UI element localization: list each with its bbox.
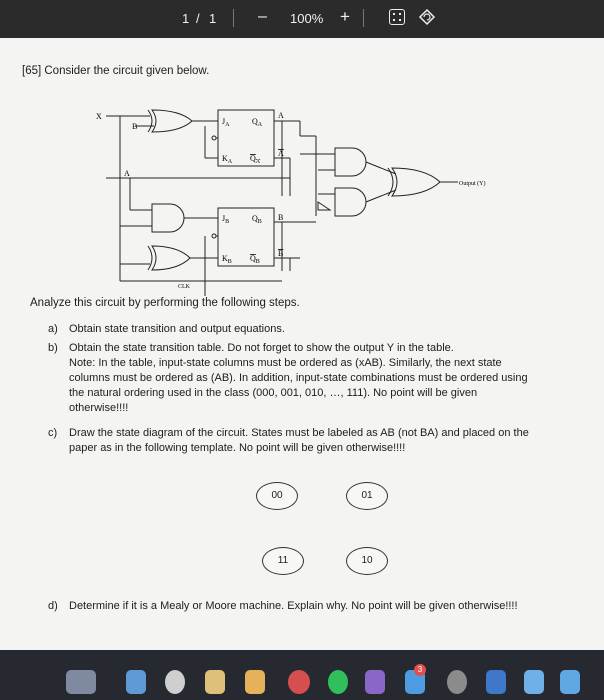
label-output-y: Output (Y): [459, 181, 486, 187]
page-total: 1: [209, 11, 217, 26]
spotify-app-icon[interactable]: [328, 670, 348, 694]
camera-app-icon[interactable]: [560, 670, 580, 694]
browser-app-icon[interactable]: [165, 670, 185, 694]
widgets-icon[interactable]: [66, 670, 96, 694]
label-a-output: A: [278, 111, 284, 120]
step-text: Draw the state diagram of the circuit. States must be labeled as AB (not BA) and placed on the: [69, 427, 529, 439]
label-clk: CLK: [178, 284, 190, 290]
step-text: Obtain the state transition table. Do not forget to show the output Y in the table.: [69, 342, 454, 354]
page-separator: /: [196, 11, 200, 26]
label-x: X: [96, 112, 102, 121]
circuit-diagram: [0, 96, 604, 296]
store-app-icon[interactable]: [486, 670, 506, 694]
step-text: Note: In the table, input-state columns must be ordered as (xAB). Similarly, the next state: [69, 357, 502, 369]
zoom-level: 100%: [290, 11, 324, 26]
toggle-app-icon[interactable]: [447, 670, 467, 694]
label-b-input: B: [132, 122, 138, 131]
editor-app-icon[interactable]: [365, 670, 385, 694]
label-b-bar-output: B: [278, 249, 284, 258]
label-qa-bar: $Q_A$: [250, 154, 261, 165]
step-text: Determine if it is a Mealy or Moore machine. Explain why. No point will be given otherwise!!!!: [69, 600, 518, 612]
taskbar: [0, 650, 604, 700]
label-jb: $J_B$: [222, 214, 230, 225]
step-label: d): [48, 600, 58, 612]
zoom-out-button[interactable]: –: [258, 8, 267, 25]
step-label: c): [48, 427, 58, 439]
folder-app-icon[interactable]: [245, 670, 265, 694]
label-kb: $K_B$: [222, 254, 232, 265]
state-01: 01: [346, 482, 388, 510]
state-11: 11: [262, 547, 304, 575]
pdf-page: [0, 38, 604, 650]
state-10: 10: [346, 547, 388, 575]
page-current[interactable]: 1: [182, 11, 190, 26]
label-qb-bar: $Q_B$: [250, 254, 260, 265]
toolbar-divider: [363, 9, 364, 27]
step-label: a): [48, 323, 58, 335]
fit-page-icon[interactable]: [389, 9, 405, 25]
label-qb: $Q_B$: [252, 214, 262, 225]
files-app-icon[interactable]: [126, 670, 146, 694]
toolbar-divider: [233, 9, 234, 27]
problem-title: [65] Consider the circuit given below.: [22, 65, 210, 77]
step-text: Obtain state transition and output equations.: [69, 323, 285, 335]
pdf-toolbar: [0, 0, 604, 38]
calendar-app-icon[interactable]: [205, 670, 225, 694]
step-text: otherwise!!!!: [69, 402, 129, 414]
label-ka: $K_A$: [222, 154, 233, 165]
label-qa: $Q_A$: [252, 117, 263, 128]
label-b-output: B: [278, 213, 284, 222]
notification-badge: 3: [414, 664, 426, 676]
docs-app-icon[interactable]: [524, 670, 544, 694]
chrome-app-icon[interactable]: [288, 670, 310, 694]
step-text: the natural ordering used in the class (000, 001, 010, …, 111). No point will be given: [69, 387, 478, 399]
label-a-input: A: [124, 169, 130, 178]
state-00: 00: [256, 482, 298, 510]
step-label: b): [48, 342, 58, 354]
step-text: columns must be ordered as (AB). In addition, input-state combinations must be ordered using: [69, 372, 528, 384]
zoom-in-button[interactable]: +: [340, 7, 350, 26]
analyze-instruction: Analyze this circuit by performing the following steps.: [30, 297, 300, 309]
step-text: paper as in the following template. No point will be given otherwise!!!!: [69, 442, 406, 454]
label-a-bar-output: A: [278, 149, 284, 158]
label-ja: $J_A$: [222, 117, 230, 128]
rotate-icon[interactable]: [418, 8, 436, 26]
